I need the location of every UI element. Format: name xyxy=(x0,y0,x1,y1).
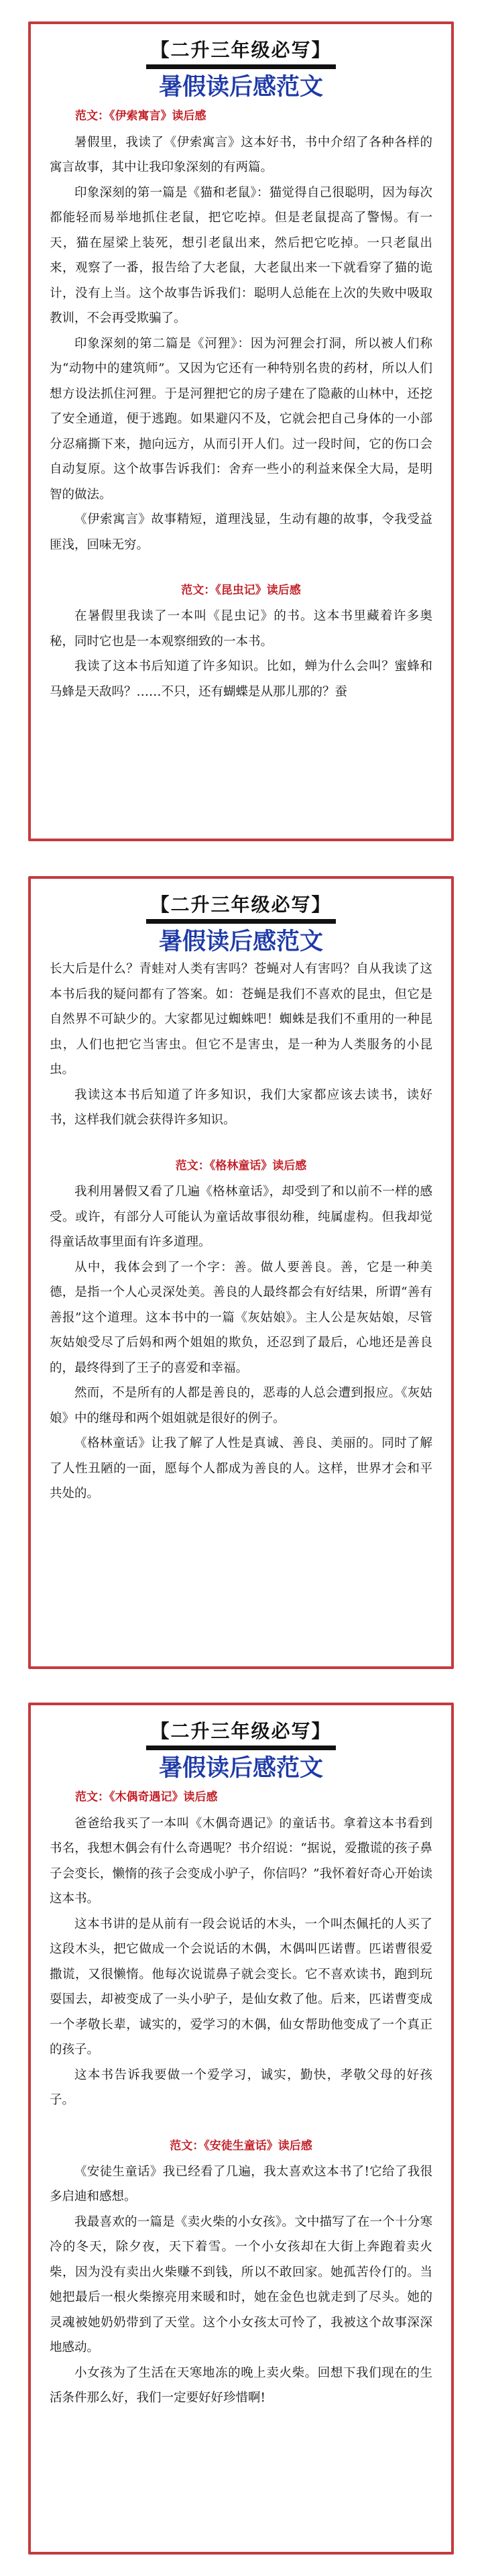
essay-paragraph: 从中，我体会到了一个字：善。做人要善良。善，它是一种美德，是指一个人心灵深处美。善良的人最终都会有好结果，所谓“善有善报”这个道理。这本书中的一篇《灰姑娘》。主人公是灰姑娘，尽管灰姑娘受尽了后妈和两个姐姐的欺负，还忍到了最后，心地还是善良的，最终得到了王子的喜爱和幸福。 xyxy=(50,1260,432,1375)
essay-paragraph: 暑假里，我读了《伊索寓言》这本好书，书中介绍了各种各样的寓言故事，其中让我印象深刻的有两篇。 xyxy=(50,135,432,175)
card-header xyxy=(50,1720,432,1783)
essay-subtitle: 范文：《昆虫记》读后感 xyxy=(181,584,301,598)
grade-banner: 【二升三年级必写】 xyxy=(146,894,335,924)
grade-banner: 【二升三年级必写】 xyxy=(146,39,335,69)
essay-subtitle: 范文：《伊索寓言》读后感 xyxy=(75,109,206,123)
essay-paragraph: 《伊索寓言》故事精短，道理浅显，生动有趣的故事，令我受益匪浅，回味无穷。 xyxy=(50,513,432,552)
essay-card-1 xyxy=(28,21,454,841)
essay-paragraph: 然而，不是所有的人都是善良的，恶毒的人总会遭到报应。《灰姑娘》中的继母和两个姐姐就是很好的例子。 xyxy=(50,1386,432,1426)
essay-paragraph: 我读这本书后知道了许多知识，我们大家都应该去读书，读好书，这样我们就会获得许多知识。 xyxy=(50,1087,432,1128)
essay-paragraph: 爸爸给我买了一本叫《木偶奇遇记》的童话书。拿着这本书看到书名，我想木偶会有什么奇遇呢？书介绍说：“据说，爱撒谎的孩子鼻子会变长，懒惰的孩子会变成小驴子，你信吗？”我怀着好奇心开始读这本书。 xyxy=(50,1816,432,1907)
essay-subtitle: 范文：《格林童话》读后感 xyxy=(175,1159,307,1173)
essay-paragraph: 这本书告诉我要做一个爱学习，诚实，勤快，孝敬父母的好孩子。 xyxy=(50,2068,432,2108)
page-title: 暑假读后感范文 xyxy=(158,73,323,101)
essay-paragraph: 长大后是什么？青蛙对人类有害吗？苍蝇对人有害吗？自从我读了这本书后我的疑问都有了答案。如：苍蝇是我们不喜欢的昆虫，但它是自然界不可缺少的。大家都见过蜘蛛吧！蜘蛛是我们不重用的一种昆虫，人们也把它当害虫。但它不是害虫，是一种为人类服务的小昆虫。 xyxy=(50,962,432,1077)
page-title: 暑假读后感范文 xyxy=(158,928,323,955)
essay-paragraph: 小女孩为了生活在天寒地冻的晚上卖火柴。回想下我们现在的生活条件那么好，我们一定要好好珍惜啊! xyxy=(50,2365,432,2406)
essay-paragraph: 在暑假里我读了一本叫《昆虫记》的书。这本书里藏着许多奥秘，同时它也是一本观察细致的一本书。 xyxy=(50,609,432,649)
essay-paragraph: 我最喜欢的一篇是《卖火柴的小女孩》。文中描写了在一个十分寒冷的冬天，除夕夜，天下着雪。一个小女孩却在大街上奔跑着卖火柴，因为没有卖出火柴赚不到钱，所以不敢回家。她孤苦伶仃的。当她把最后一根火柴擦亮用来暖和时，她在金色也就走到了尽头。她的灵魂被她奶奶带到了天堂。这个小女孩太可怜了，我被这个故事深深地感动。 xyxy=(50,2214,432,2355)
essay-card-2 xyxy=(28,876,454,1669)
grade-banner: 【二升三年级必写】 xyxy=(146,1720,335,1750)
essay-paragraph: 《安徒生童话》我已经看了几遍，我太喜欢这本书了!它给了我很多启迪和感想。 xyxy=(50,2164,432,2204)
essay-subtitle: 范文：《木偶奇遇记》读后感 xyxy=(75,1790,218,1805)
essay-paragraph: 印象深刻的第一篇是《猫和老鼠》：猫觉得自己很聪明，因为每次都能轻而易举地抓住老鼠，把它吃掉。但是老鼠提高了警惕。有一天，猫在屋梁上装死，想引老鼠出来，然后把它吃掉。一只老鼠出来，观察了一番，报告给了大老鼠，大老鼠出来一下就看穿了猫的诡计，没有上当。这个故事告诉我们：聪明人总能在上次的失败中吸取教训，不会再受欺骗了。 xyxy=(50,185,432,326)
essay-paragraph: 印象深刻的第二篇是《河狸》：因为河狸会打洞，所以被人们称为“动物中的建筑师”。又因为它还有一种特别名贵的药材，所以人们想方设法抓住河狸。于是河狸把它的房子建在了隐蔽的山林中，还挖了安全通道，便于逃跑。如果避闪不及，它就会把自己身体的一小部分忍痛撕下来，抛向远方，从而引开人们。过一段时间，它的伤口会自动复原。这个故事告诉我们：舍弃一些小的利益来保全大局，是明智的做法。 xyxy=(50,336,432,502)
essay-paragraph: 我读了这本书后知道了许多知识。比如，蝉为什么会叫？蜜蜂和马蜂是天敌吗？……不只，还有蝴蝶是从那儿那的？蚕 xyxy=(50,659,432,699)
essay-card-3 xyxy=(28,1703,454,2555)
card-header xyxy=(50,39,432,102)
card-header xyxy=(50,894,432,957)
essay-paragraph: 《格林童话》让我了解了人性是真诚、善良、美丽的。同时了解了人性丑陋的一面，愿每个人都成为善良的人。这样，世界才会和平共处的。 xyxy=(50,1436,432,1501)
essay-paragraph: 这本书讲的是从前有一段会说话的木头，一个叫杰佩托的人买了这段木头，把它做成一个会说话的木偶，木偶叫匹诺曹。匹诺曹很爱撒谎，又很懒惰。他每次说谎鼻子就会变长。它不喜欢读书，跑到玩耍国去，却被变成了一头小驴子，是仙女救了他。后来，匹诺曹变成一个孝敬长辈，诚实的，爱学习的木偶，仙女帮助他变成了一个真正的孩子。 xyxy=(50,1917,432,2057)
essay-paragraph: 我利用暑假又看了几遍《格林童话》，却受到了和以前不一样的感受。或许，有部分人可能认为童话故事很幼稚，纯属虚构。但我却觉得童话故事里面有许多道理。 xyxy=(50,1185,432,1250)
essay-subtitle: 范文：《安徒生童话》读后感 xyxy=(170,2139,312,2153)
page-title: 暑假读后感范文 xyxy=(158,1754,323,1782)
